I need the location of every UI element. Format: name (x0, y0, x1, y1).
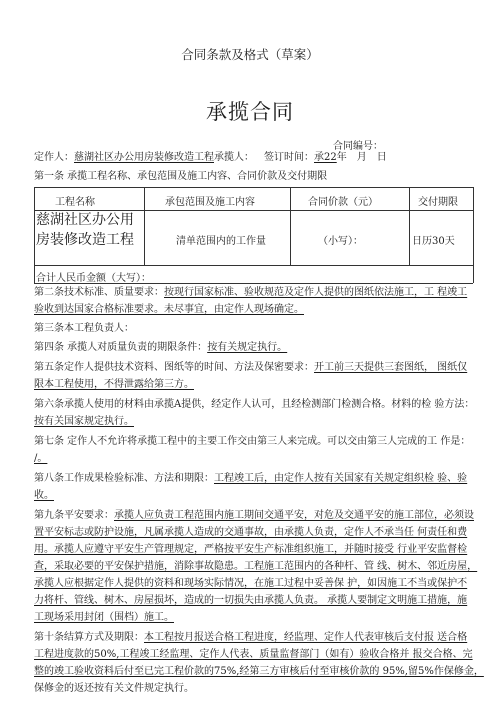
table-header-name: 工程名称 (55, 197, 95, 208)
contractor-label: 承揽人： (214, 152, 254, 163)
article-10-line-2: 工程进度款的50%,工程竣工经监理、定作人代表、质量监督部门（如有）验收合格并 报交合格、完 (34, 649, 473, 660)
article-6-line-1: 第六条承揽人使用的材料由承揽A提供，经定作人认可，且经检测部门检测合格。材料的检 验方法： (34, 399, 475, 410)
article-9-line-5: 承揽人应根据定作人提供的资料和现场实际情况，在施工过程中妥善保 护，如因施工不当或保护不 (34, 578, 468, 589)
article-4-label: 第四条 承揽人对质量负责的期限条件： (34, 342, 208, 353)
article-9-line-4: 查，采取必要的平安保护措施，消除事故隐患。工程施工范围内的各种杆、管 线、树木、邻近房屋， (34, 561, 478, 572)
article-2-label: 第二条技术标准、质量要求： (34, 287, 164, 298)
article-8-label: 第八条工作成果检验标准、方法和期限： (34, 473, 214, 484)
table-border-left (34, 187, 35, 283)
article-2-line-1 (34, 286, 467, 300)
orderer-label: 定作人： (34, 152, 74, 163)
document-title: 承揽合同 (206, 100, 294, 124)
sign-date-label: 签订时间： (264, 152, 314, 163)
article-9-line-6: 力将杆、管线、树木、房屋损坏，造成的一切损失由承揽人负责。 承揽人要制定文明施工措施，施 (34, 595, 468, 606)
table-border-row (34, 265, 473, 266)
total-amount-label: 合计人民币金额（大写）： (36, 273, 151, 284)
article-7-line-1: 第七条 定作人不允许将承揽工程中的主要工作交由第三人来完成。可以交由第三人完成的工 作是： (34, 436, 471, 447)
article-10-line-4: 保修金的返还按有关文件规定执行。 (34, 683, 194, 694)
table-header-price: 合同价款（元） (308, 197, 378, 208)
day-label: 日 (376, 152, 387, 163)
table-divider-1 (144, 187, 145, 265)
article-5-label: 第五条定作人提供技术资料、图纸等的时间、方法及保密要求： (34, 362, 314, 373)
article-2-text: 按现行国家标准、验收规范及定作人提供的图纸依法施工，工 程竣工 (164, 287, 468, 298)
document-header: 合同条款及格式（草案） (181, 47, 319, 62)
month-label: 月 (356, 152, 367, 163)
article-9-line-1 (34, 509, 474, 523)
article-3: 第三条本工程负责人： (34, 323, 134, 334)
article-8-text: 工程竣工后，由定作人按有关国家有关规定组织检 验、验 (214, 473, 468, 484)
table-header-scope: 承包范围及施工内容 (165, 197, 255, 208)
price-cell: （小写）： (318, 236, 363, 247)
table-divider-2 (290, 187, 291, 265)
article-9-text: 承揽人应负责工程范围内施工期间交通平安，对危及交通平安的施工部位，必须设 (114, 510, 474, 521)
table-header-deadline: 交付期限 (418, 197, 458, 208)
year-suffix: 年 (336, 152, 347, 163)
article-4 (34, 341, 287, 355)
article-10-label: 第十条结算方式及期限： (34, 632, 144, 643)
parties-line (34, 151, 387, 165)
article-5-text: 开工前三天提供三套图纸， 图纸仅 (314, 362, 468, 373)
article-9-line-2: 置平安标志或防护设施，凡属承揽人造成的交通事故，由承揽人负责，定作人不承当任 何责任和费 (34, 527, 468, 538)
article-9-line-3: 用。承揽人应遵守平安生产管理规定，严格按平安生产标准组织施工，并随时接受 行业平安监督检 (34, 544, 468, 555)
article-6-line-2: 按有关国家规定执行。 (34, 416, 134, 427)
article-10-line-1 (34, 631, 467, 645)
article-5-line-1 (34, 361, 467, 375)
article-8-line-2: 收。 (34, 490, 54, 501)
article-10-text: 本工程按月报送合格工程进度，经监理、定作人代表审核后支付报 送合格 (144, 632, 468, 643)
project-name-cell: 慈湖社区办公用房装修改造工程 (36, 212, 134, 248)
sign-year: 承22 (314, 152, 337, 163)
article-1: 第一条 承揽工程名称、承包范围及施工内容、合同价款及交付期限 (34, 171, 328, 182)
table-border-top (34, 187, 473, 188)
article-7-line-2: /。 (34, 453, 48, 464)
article-9-line-7: 工现场采用封闭（围档）施工。 (34, 612, 174, 623)
deadline-cell: 日历30天 (412, 236, 455, 247)
article-4-text: 按有关规定执行。 (207, 342, 288, 353)
table-divider-3 (409, 187, 410, 265)
scope-cell: 清单范围内的工作量 (176, 236, 266, 247)
article-8-line-1 (34, 472, 467, 486)
contract-number-label: 合同编号： (333, 141, 383, 152)
article-10-line-3: 整的竣工验收资料后付至已完工程价款的75%,经第三方审核后付至审核价款的 95%,留5%作保修金， (34, 666, 484, 677)
article-5-line-2: 限本工程使用，不得泄露给第三方。 (34, 379, 194, 390)
orderer-value: 慈湖社区办公用房装修改造工程 (74, 152, 214, 163)
article-2-line-2: 验收到达国家合格标准要求。未尽事宜，由定作人现场确定。 (34, 304, 304, 315)
table-border-right (473, 187, 474, 283)
article-9-label: 第九条平安要求： (34, 510, 114, 521)
